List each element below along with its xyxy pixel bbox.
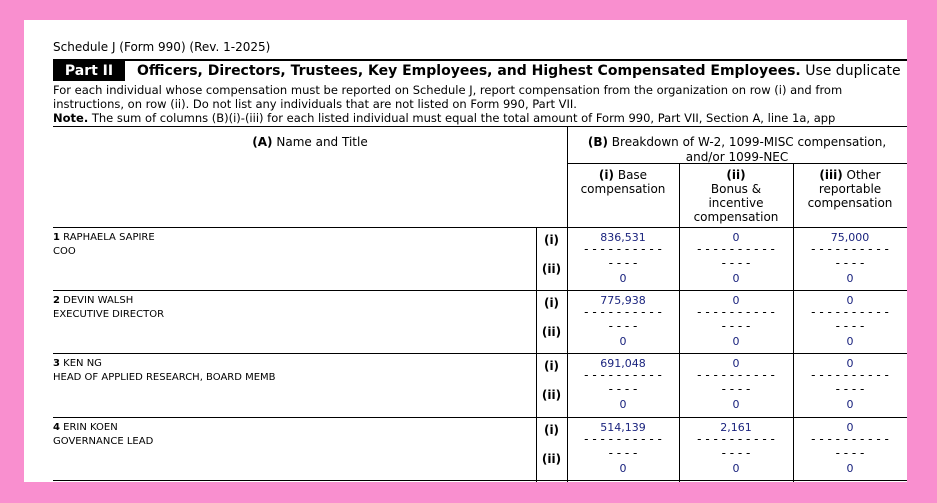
person-number: 2 xyxy=(53,295,60,306)
dashed-separator: - - - - xyxy=(721,319,751,333)
base-comp-ii-value: 0 xyxy=(619,398,627,411)
dashed-separator: - - - - xyxy=(721,446,751,460)
dashed-separator: - - - - - - - - - - xyxy=(811,432,889,446)
person-number: 4 xyxy=(53,422,60,433)
sub-ii-header-3: compensation xyxy=(693,210,779,224)
compensation-table xyxy=(24,20,907,482)
dashed-separator: - - - - - - - - - - xyxy=(697,368,775,382)
person-number: 1 xyxy=(53,232,60,243)
dashed-separator: - - - - xyxy=(835,446,865,460)
dashed-separator: - - - - - - - - - - xyxy=(697,305,775,319)
person-name-line xyxy=(53,421,118,435)
person-name: KEN NG xyxy=(63,358,102,369)
instruction-line-2: instructions, on row (ii). Do not list any individuals that are not listed on Form 990, Part VII. xyxy=(53,97,577,111)
row-tag-i: (i) xyxy=(543,423,560,437)
sub-ii-letter: (ii) xyxy=(726,168,746,182)
dashed-separator: - - - - xyxy=(608,319,638,333)
other-comp-ii-value: 0 xyxy=(846,398,854,411)
col-a-label: Name and Title xyxy=(276,135,368,149)
other-comp-i-value: 75,000 xyxy=(830,231,870,244)
sub-ii-header-2: incentive xyxy=(708,196,764,210)
note-label: Note. xyxy=(53,111,89,125)
row-rule-3 xyxy=(53,417,907,418)
part-title-bold: Officers, Directors, Trustees, Key Employees, and Highest Compensated Employees. xyxy=(137,63,801,79)
sub-i-label-1: Base xyxy=(617,168,648,182)
dashed-separator: - - - - - - - - - - xyxy=(811,305,889,319)
table-top-rule xyxy=(53,126,907,127)
base-comp-i-value: 691,048 xyxy=(600,357,646,370)
bonus-comp-i-value: 2,161 xyxy=(720,421,752,434)
person-name-line xyxy=(53,231,155,245)
dashed-separator: - - - - - - - - - - xyxy=(584,242,662,256)
dashed-separator: - - - - xyxy=(835,256,865,270)
col-a-letter: (A) xyxy=(252,135,273,149)
sub-iii-letter: (iii) xyxy=(819,168,843,182)
base-comp-i-value: 775,938 xyxy=(600,294,646,307)
other-comp-i-value: 0 xyxy=(846,294,854,307)
sub-i-header-2: compensation xyxy=(580,182,666,196)
row-tag-i: (i) xyxy=(543,359,560,373)
sub-ii-header-1: Bonus & xyxy=(710,182,762,196)
base-comp-ii-value: 0 xyxy=(619,272,627,285)
sub-iii-label-1: Other xyxy=(846,168,881,182)
other-comp-i-value: 0 xyxy=(846,357,854,370)
col-b-header-2: and/or 1099-NEC xyxy=(685,150,789,164)
sub-iii-header-1 xyxy=(793,168,907,182)
row-rule-4 xyxy=(53,480,907,481)
person-name-line xyxy=(53,357,102,371)
col-b-label-1: Breakdown of W-2, 1099-MISC compensation, xyxy=(611,135,887,149)
form-page xyxy=(24,20,907,482)
dashed-separator: - - - - - - - - - - xyxy=(811,242,889,256)
row-tag-ii: (ii) xyxy=(541,262,562,276)
dashed-separator: - - - - - - - - - - xyxy=(697,242,775,256)
bonus-comp-ii-value: 0 xyxy=(732,462,740,475)
col-b-header-1 xyxy=(567,135,907,149)
col-b-letter: (B) xyxy=(587,135,608,149)
dashed-separator: - - - - - - - - - - xyxy=(584,432,662,446)
sub-iii-header-2: reportable xyxy=(818,182,882,196)
part-title-suffix: Use duplicate xyxy=(805,63,901,79)
form-identifier: Schedule J (Form 990) (Rev. 1-2025) xyxy=(53,40,271,54)
dashed-separator: - - - - - - - - - - xyxy=(584,368,662,382)
part-label: Part II xyxy=(53,61,125,81)
dashed-separator: - - - - xyxy=(835,319,865,333)
dashed-separator: - - - - - - - - - - xyxy=(697,432,775,446)
person-title: HEAD OF APPLIED RESEARCH, BOARD MEMB xyxy=(53,372,276,383)
bonus-comp-i-value: 0 xyxy=(732,294,740,307)
instruction-line-1: For each individual whose compensation must be reported on Schedule J, report compensation from the organization on row (i) and from xyxy=(53,83,843,97)
note-text: The sum of columns (B)(i)-(iii) for each listed individual must equal the total amount of Form 990, Part VII, Section A, line 1a, app xyxy=(91,111,836,125)
bonus-comp-ii-value: 0 xyxy=(732,335,740,348)
bonus-comp-ii-value: 0 xyxy=(732,398,740,411)
person-title: EXECUTIVE DIRECTOR xyxy=(53,309,165,320)
person-name-line xyxy=(53,294,133,308)
other-comp-i-value: 0 xyxy=(846,421,854,434)
person-number: 3 xyxy=(53,358,60,369)
sub-iii-header-3: compensation xyxy=(807,196,893,210)
bonus-comp-i-value: 0 xyxy=(732,357,740,370)
base-comp-i-value: 836,531 xyxy=(600,231,646,244)
dashed-separator: - - - - xyxy=(835,382,865,396)
sub-i-letter: (i) xyxy=(598,168,615,182)
row-rule-2 xyxy=(53,353,907,354)
sub-i-header-1 xyxy=(567,168,679,182)
person-title: GOVERNANCE LEAD xyxy=(53,436,154,447)
other-comp-ii-value: 0 xyxy=(846,462,854,475)
dashed-separator: - - - - - - - - - - xyxy=(811,368,889,382)
row-tag-ii: (ii) xyxy=(541,452,562,466)
col-a-header xyxy=(53,135,567,149)
person-title: COO xyxy=(53,246,76,257)
dashed-separator: - - - - xyxy=(608,382,638,396)
bonus-comp-i-value: 0 xyxy=(732,231,740,244)
row-tag-ii: (ii) xyxy=(541,325,562,339)
row-tag-i: (i) xyxy=(543,233,560,247)
dashed-separator: - - - - xyxy=(721,382,751,396)
base-comp-ii-value: 0 xyxy=(619,335,627,348)
person-name: RAPHAELA SAPIRE xyxy=(63,232,155,243)
dashed-separator: - - - - xyxy=(721,256,751,270)
person-name: DEVIN WALSH xyxy=(63,295,134,306)
other-comp-ii-value: 0 xyxy=(846,335,854,348)
dashed-separator: - - - - - - - - - - xyxy=(584,305,662,319)
dashed-separator: - - - - xyxy=(608,446,638,460)
base-comp-i-value: 514,139 xyxy=(600,421,646,434)
header-bottom-rule xyxy=(53,227,907,228)
person-name: ERIN KOEN xyxy=(63,422,118,433)
other-comp-ii-value: 0 xyxy=(846,272,854,285)
dashed-separator: - - - - xyxy=(608,256,638,270)
base-comp-ii-value: 0 xyxy=(619,462,627,475)
bonus-comp-ii-value: 0 xyxy=(732,272,740,285)
row-tag-ii: (ii) xyxy=(541,388,562,402)
row-rule-1 xyxy=(53,290,907,291)
row-tag-i: (i) xyxy=(543,296,560,310)
